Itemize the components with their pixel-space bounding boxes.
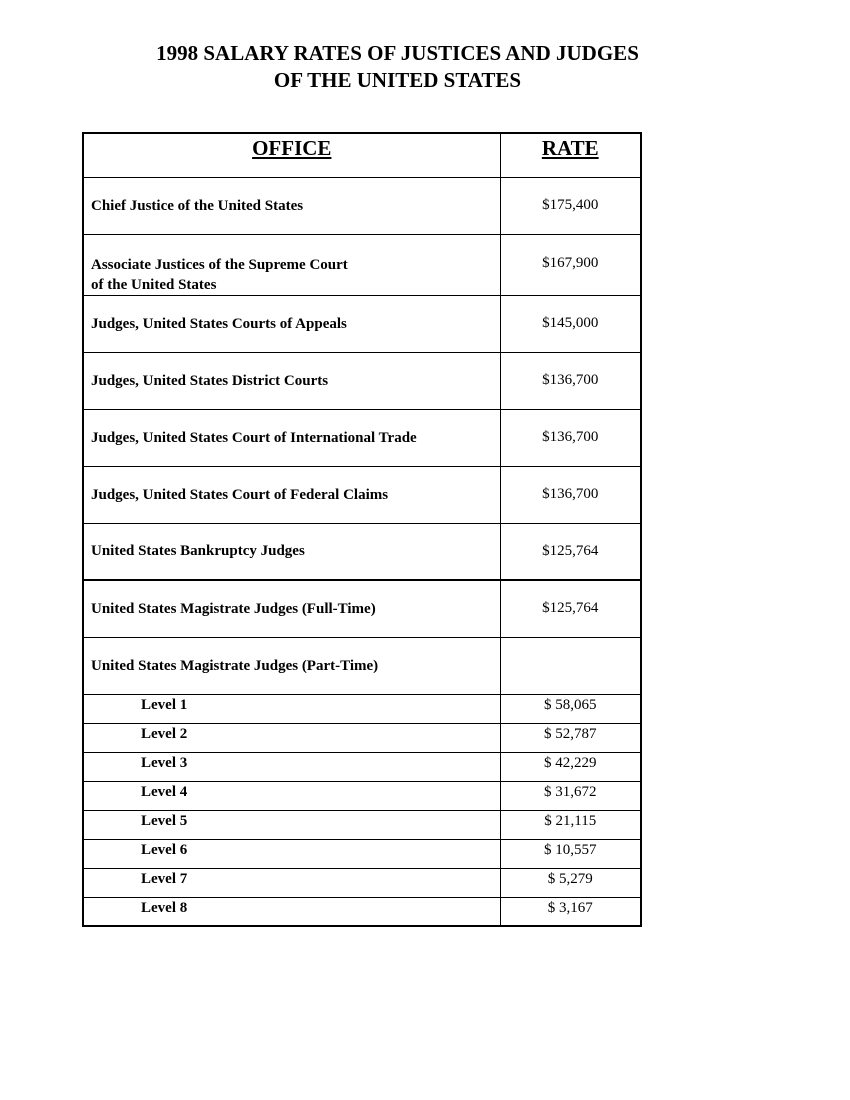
office-cell xyxy=(83,234,500,295)
level-rate-cell: $ 58,065 xyxy=(500,694,641,723)
salary-table xyxy=(82,132,642,927)
rate-cell: $125,764 xyxy=(500,523,641,580)
level-rate-cell: $ 21,115 xyxy=(500,810,641,839)
rate-cell: $175,400 xyxy=(500,177,641,234)
rate-cell: $167,900 xyxy=(500,234,641,295)
rate-cell: $125,764 xyxy=(500,580,641,637)
table-row-level xyxy=(83,694,641,723)
table-row xyxy=(83,637,641,694)
table-header-row xyxy=(83,133,641,177)
level-rate-cell: $ 10,557 xyxy=(500,839,641,868)
table-row xyxy=(83,177,641,234)
level-label-cell: Level 6 xyxy=(83,839,500,868)
office-cell-line-1: Associate Justices of the Supreme Court xyxy=(91,256,348,273)
rate-cell: $136,700 xyxy=(500,466,641,523)
rate-column-header: RATE xyxy=(500,133,641,177)
level-label-cell: Level 3 xyxy=(83,752,500,781)
rate-cell: $136,700 xyxy=(500,409,641,466)
level-label-cell: Level 4 xyxy=(83,781,500,810)
table-row xyxy=(83,523,641,580)
office-cell: Judges, United States District Courts xyxy=(83,352,500,409)
table-row-level xyxy=(83,752,641,781)
level-label-cell: Level 2 xyxy=(83,723,500,752)
title-line-1: 1998 SALARY RATES OF JUSTICES AND JUDGES xyxy=(156,41,639,65)
office-column-header: OFFICE xyxy=(83,133,500,177)
level-rate-cell: $ 5,279 xyxy=(500,868,641,897)
table-row xyxy=(83,295,641,352)
office-cell: United States Magistrate Judges (Part-Time) xyxy=(83,637,500,694)
title-line-2: OF THE UNITED STATES xyxy=(273,68,522,92)
office-cell: United States Bankruptcy Judges xyxy=(83,523,500,580)
table-row-level xyxy=(83,839,641,868)
table-row-level xyxy=(83,897,641,926)
table-row xyxy=(83,466,641,523)
table-row-level xyxy=(83,723,641,752)
level-label-cell: Level 7 xyxy=(83,868,500,897)
level-rate-cell: $ 52,787 xyxy=(500,723,641,752)
level-label-cell: Level 5 xyxy=(83,810,500,839)
table-row-level xyxy=(83,868,641,897)
table-row-level xyxy=(83,810,641,839)
table-row xyxy=(83,580,641,637)
office-cell: Chief Justice of the United States xyxy=(83,177,500,234)
table-row xyxy=(83,352,641,409)
table-row xyxy=(83,409,641,466)
table-row xyxy=(83,234,641,295)
document-title xyxy=(0,40,795,94)
table-row-level xyxy=(83,781,641,810)
office-cell: Judges, United States Court of International Trade xyxy=(83,409,500,466)
level-rate-cell: $ 42,229 xyxy=(500,752,641,781)
office-cell: Judges, United States Courts of Appeals xyxy=(83,295,500,352)
rate-cell: $136,700 xyxy=(500,352,641,409)
level-rate-cell: $ 3,167 xyxy=(500,897,641,926)
level-label-cell: Level 1 xyxy=(83,694,500,723)
rate-cell: $145,000 xyxy=(500,295,641,352)
office-cell: United States Magistrate Judges (Full-Time) xyxy=(83,580,500,637)
rate-cell xyxy=(500,637,641,694)
office-cell: Judges, United States Court of Federal Claims xyxy=(83,466,500,523)
office-cell-line-2: of the United States xyxy=(91,276,217,293)
level-label-cell: Level 8 xyxy=(83,897,500,926)
level-rate-cell: $ 31,672 xyxy=(500,781,641,810)
